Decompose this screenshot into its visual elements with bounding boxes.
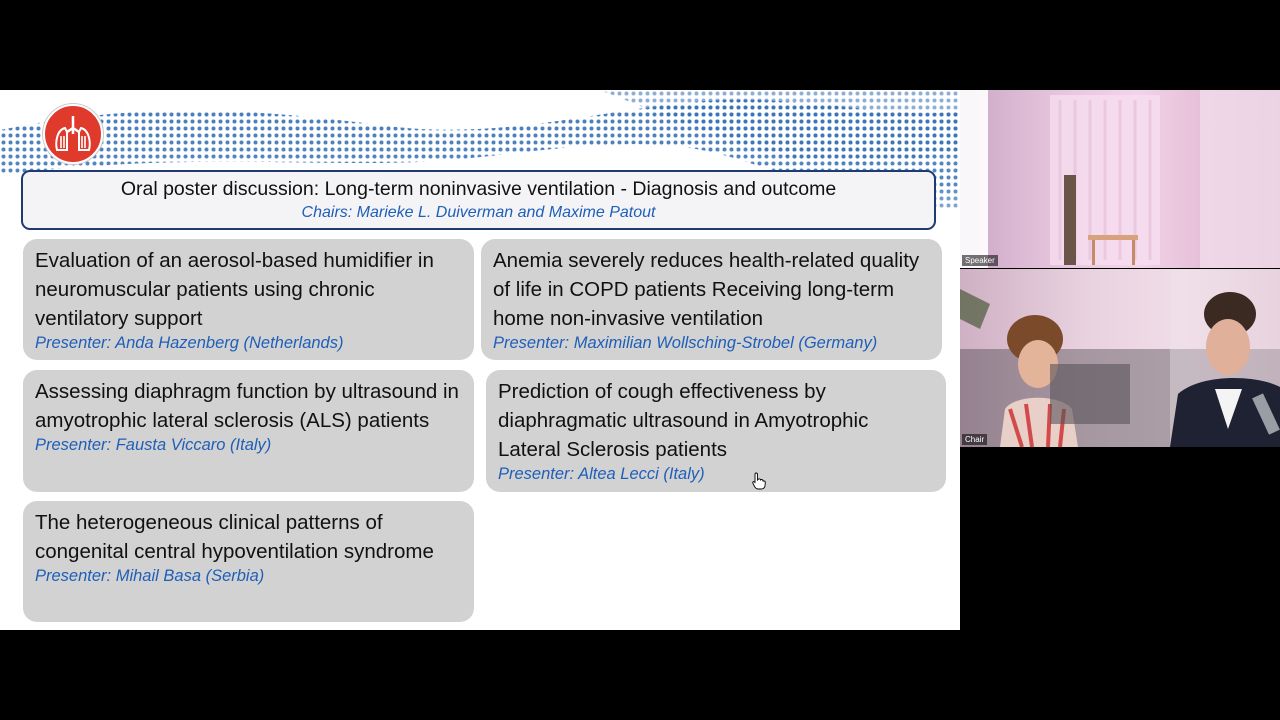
- poster-title: Evaluation of an aerosol-based humidifier in neuromuscular patients using chronic ventilatory support: [35, 249, 434, 330]
- poster-title: Anemia severely reduces health-related quality of life in COPD patients Receiving long-term home non-invasive ventilation: [493, 249, 920, 330]
- speaker-room-scene: [960, 90, 1280, 268]
- poster-presenter: Presenter: Maximilian Wollsching-Strobel (Germany): [493, 334, 878, 352]
- hand-pointer-icon: [752, 472, 766, 490]
- poster-title: Assessing diaphragm function by ultrasound in amyotrophic lateral sclerosis (ALS) patients: [35, 380, 459, 432]
- chair-label: Chair: [962, 434, 987, 445]
- poster-card-5: [23, 501, 474, 622]
- chair-video-feed[interactable]: [960, 269, 1280, 447]
- poster-presenter: Presenter: Fausta Viccaro (Italy): [35, 436, 272, 454]
- poster-presenter: Presenter: Anda Hazenberg (Netherlands): [35, 334, 344, 352]
- chair-room-scene: [960, 269, 1280, 447]
- poster-presenter: Presenter: Mihail Basa (Serbia): [35, 567, 265, 585]
- poster-card-4: [486, 370, 946, 492]
- session-title: Oral poster discussion: Long-term noninvasive ventilation - Diagnosis and outcome: [120, 178, 837, 200]
- presentation-slide: [0, 90, 960, 630]
- session-chairs: Chairs: Marieke L. Duiverman and Maxime Patout: [301, 204, 656, 221]
- speaker-video-feed[interactable]: [960, 90, 1280, 268]
- poster-presenter: Presenter: Altea Lecci (Italy): [498, 465, 705, 483]
- poster-title: The heterogeneous clinical patterns of congenital central hypoventilation syndrome: [35, 511, 434, 563]
- speaker-label: Speaker: [962, 255, 998, 266]
- poster-card-2: [481, 239, 942, 360]
- poster-card-3: [23, 370, 474, 492]
- poster-title: Prediction of cough effectiveness by diaphragmatic ultrasound in Amyotrophic Lateral Sclerosis patients: [498, 380, 869, 461]
- lungs-logo-icon: [43, 104, 103, 164]
- session-title-box: [21, 170, 936, 230]
- poster-card-1: [23, 239, 474, 360]
